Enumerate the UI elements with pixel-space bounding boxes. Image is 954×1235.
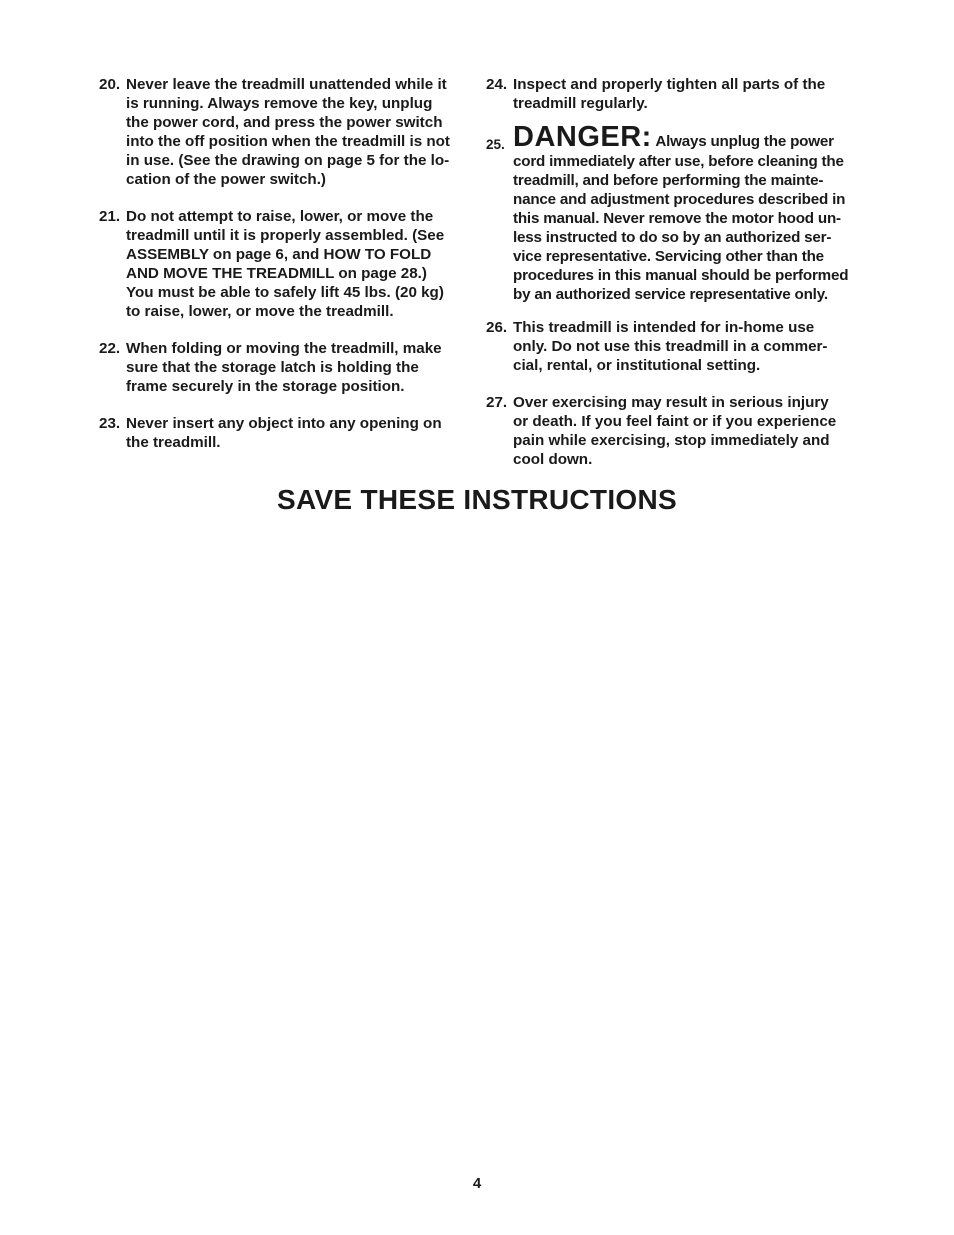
text-line: treadmill regularly. bbox=[513, 95, 648, 112]
text-line: This treadmill is intended for in-home use bbox=[513, 319, 815, 336]
list-item-20 bbox=[99, 75, 471, 189]
text-line: cool down. bbox=[513, 451, 593, 468]
text-line: treadmill until it is properly assembled. (See bbox=[126, 227, 445, 244]
text-line: cation of the power switch.) bbox=[126, 171, 326, 188]
text-line: only. Do not use this treadmill in a commer- bbox=[513, 338, 828, 355]
list-item-27 bbox=[486, 393, 862, 469]
item-number: 21. bbox=[99, 208, 121, 225]
text-line: this manual. Never remove the motor hood un- bbox=[513, 210, 841, 227]
text-line: less instructed to do so by an authorized ser- bbox=[513, 229, 832, 246]
text-line: Inspect and properly tighten all parts of the bbox=[513, 76, 826, 93]
text-line: AND MOVE THE TREADMILL on page 28.) bbox=[126, 265, 427, 282]
page-number: 4 bbox=[472, 1175, 482, 1192]
list-item-25-danger bbox=[486, 122, 862, 304]
text-line: in use. (See the drawing on page 5 for the lo- bbox=[126, 152, 450, 169]
item-number: 25. bbox=[486, 137, 505, 152]
item-number: 27. bbox=[486, 394, 508, 411]
text-line: the power cord, and press the power switch bbox=[126, 114, 443, 131]
text-line: Over exercising may result in serious injury bbox=[513, 394, 829, 411]
text-line: Never insert any object into any opening on bbox=[126, 415, 442, 432]
item-text bbox=[126, 414, 471, 452]
item-number: 26. bbox=[486, 319, 508, 336]
item-text bbox=[513, 75, 862, 113]
text-line: cial, rental, or institutional setting. bbox=[513, 357, 761, 374]
text-line: Never leave the treadmill unattended while it bbox=[126, 76, 447, 93]
list-item-24 bbox=[486, 75, 862, 113]
item-text bbox=[513, 122, 862, 304]
item-text bbox=[513, 318, 862, 375]
text-line: by an authorized service representative only. bbox=[513, 286, 828, 303]
text-line: ASSEMBLY on page 6, and HOW TO FOLD bbox=[126, 246, 432, 263]
list-item-22 bbox=[99, 339, 471, 396]
text-line: the treadmill. bbox=[126, 434, 221, 451]
right-column bbox=[486, 75, 862, 469]
item-number: 24. bbox=[486, 76, 508, 93]
text-line: procedures in this manual should be performed bbox=[513, 267, 849, 284]
text-line: or death. If you feel faint or if you experience bbox=[513, 413, 837, 430]
text-line: pain while exercising, stop immediately and bbox=[513, 432, 830, 449]
text-line: frame securely in the storage position. bbox=[126, 378, 405, 395]
save-instructions-heading: SAVE THESE INSTRUCTIONS bbox=[277, 484, 677, 515]
text-line: into the off position when the treadmill is not bbox=[126, 133, 450, 150]
list-item-23 bbox=[99, 414, 471, 452]
text-line: Always unplug the power bbox=[655, 133, 834, 150]
danger-first-line bbox=[513, 122, 862, 152]
text-line: Do not attempt to raise, lower, or move the bbox=[126, 208, 434, 225]
list-item-26 bbox=[486, 318, 862, 375]
item-text bbox=[513, 393, 862, 469]
item-number: 23. bbox=[99, 415, 121, 432]
text-line: is running. Always remove the key, unplug bbox=[126, 95, 433, 112]
list-item-21 bbox=[99, 207, 471, 321]
text-line: to raise, lower, or move the treadmill. bbox=[126, 303, 394, 320]
text-line: treadmill, and before performing the mainte- bbox=[513, 172, 824, 189]
left-column bbox=[99, 75, 471, 452]
text-line: vice representative. Servicing other than the bbox=[513, 248, 824, 265]
text-line: You must be able to safely lift 45 lbs. (20 kg) bbox=[126, 284, 444, 301]
item-text bbox=[126, 75, 471, 189]
item-number: 20. bbox=[99, 76, 121, 93]
text-line: When folding or moving the treadmill, make bbox=[126, 340, 442, 357]
text-line: sure that the storage latch is holding the bbox=[126, 359, 419, 376]
text-line: nance and adjustment procedures described in bbox=[513, 191, 846, 208]
item-text bbox=[126, 207, 471, 321]
item-number: 22. bbox=[99, 340, 121, 357]
danger-label: DANGER: bbox=[513, 121, 652, 153]
item-text bbox=[126, 339, 471, 396]
text-line: cord immediately after use, before cleaning the bbox=[513, 153, 844, 170]
